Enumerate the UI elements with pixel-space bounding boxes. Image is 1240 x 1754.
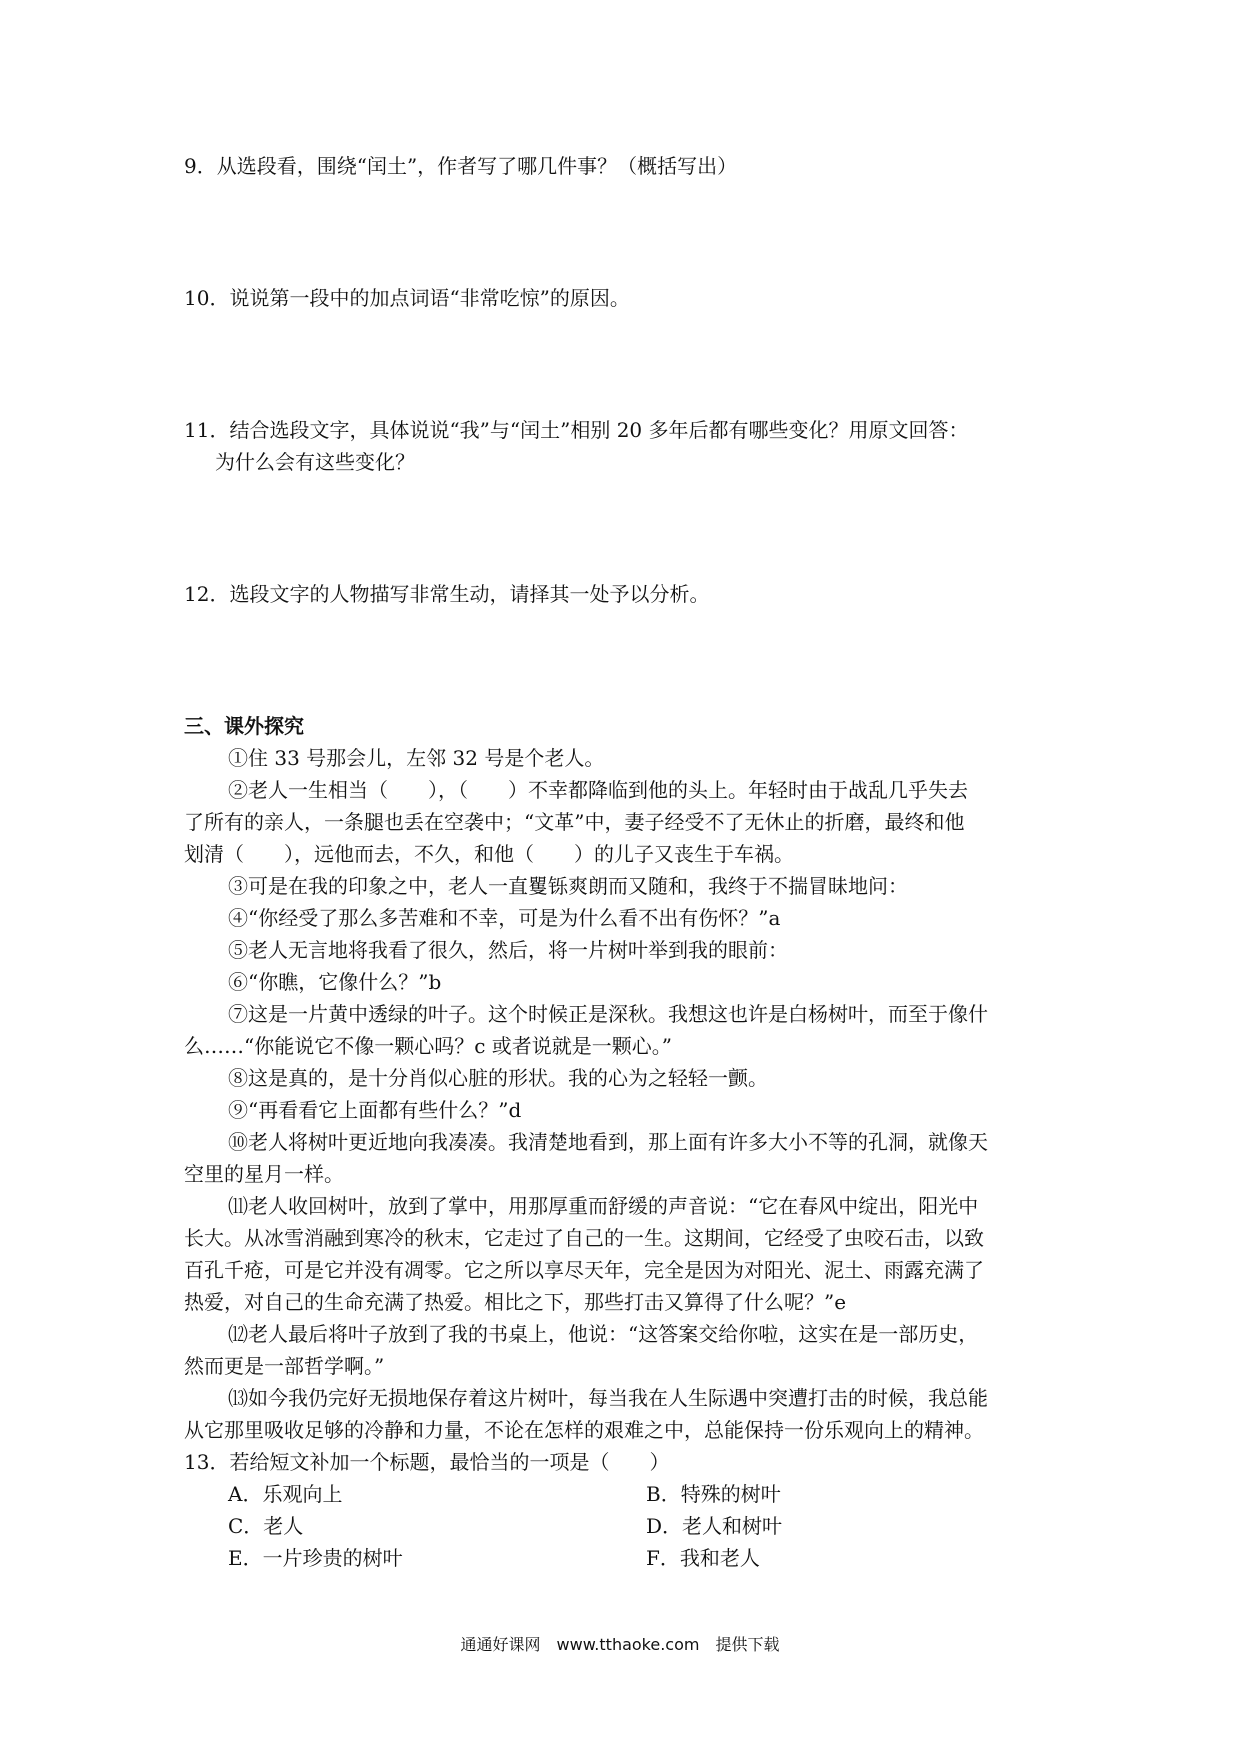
passage-line: ⑤老人无言地将我看了很久，然后，将一片树叶举到我的眼前：: [228, 938, 788, 962]
passage-line: 从它那里吸收足够的冷静和力量，不论在怎样的艰难之中，总能保持一份乐观向上的精神。: [184, 1418, 984, 1442]
option-b: B．特殊的树叶: [646, 1482, 781, 1506]
passage-line: 空里的星月一样。: [184, 1162, 344, 1186]
question-10: 10．说说第一段中的加点词语“非常吃惊”的原因。: [184, 286, 630, 310]
question-13-stem: 13．若给短文补加一个标题，最恰当的一项是（ ）: [184, 1450, 670, 1474]
passage-line: ⒀如今我仍完好无损地保存着这片树叶，每当我在人生际遇中突遭打击的时候，我总能: [228, 1386, 988, 1410]
section-title: 三、课外探究: [184, 714, 304, 738]
passage-line: 划清（ ），远他而去，不久，和他（ ）的儿子又丧生于车祸。: [184, 842, 794, 866]
passage-line: 热爱，对自己的生命充满了热爱。相比之下，那些打击又算得了什么呢？”e: [184, 1290, 847, 1314]
option-e: E．一片珍贵的树叶: [228, 1546, 403, 1570]
question-12: 12．选段文字的人物描写非常生动，请择其一处予以分析。: [184, 582, 710, 606]
passage-line: 了所有的亲人，一条腿也丢在空袭中；“文革”中，妻子经受不了无休止的折磨，最终和他: [184, 810, 965, 834]
passage-line: ②老人一生相当（ ），（ ）不幸都降临到他的头上。年轻时由于战乱几乎失去: [228, 778, 968, 802]
passage-line: ⑧这是真的，是十分肖似心脏的形状。我的心为之轻轻一颤。: [228, 1066, 768, 1090]
question-11-line-1: 11．结合选段文字，具体说说“我”与“闰土”相别 20 多年后都有哪些变化？用原文回答：: [184, 418, 969, 442]
passage-line: 长大。从冰雪消融到寒冷的秋末，它走过了自己的一生。这期间，它经受了虫咬石击，以致: [184, 1226, 984, 1250]
page-footer: 通通好课网 www.tthaoke.com 提供下载: [460, 1635, 780, 1654]
passage-line: 么……“你能说它不像一颗心吗？c 或者说就是一颗心。”: [184, 1034, 673, 1058]
passage-line: ⑦这是一片黄中透绿的叶子。这个时候正是深秋。我想这也许是白杨树叶，而至于像什: [228, 1002, 988, 1026]
question-9: 9．从选段看，围绕“闰土”，作者写了哪几件事？（概括写出）: [184, 154, 738, 178]
option-a: A．乐观向上: [228, 1482, 343, 1506]
passage-line: ⑨“再看看它上面都有些什么？”d: [228, 1098, 522, 1122]
passage-line: ⑾老人收回树叶，放到了掌中，用那厚重而舒缓的声音说：“它在春风中绽出，阳光中: [228, 1194, 979, 1218]
passage-line: ④“你经受了那么多苦难和不幸，可是为什么看不出有伤怀？”a: [228, 906, 781, 930]
option-f: F．我和老人: [646, 1546, 760, 1570]
passage-line: ⑩老人将树叶更近地向我凑凑。我清楚地看到，那上面有许多大小不等的孔洞，就像天: [228, 1130, 988, 1154]
option-c: C．老人: [228, 1514, 304, 1538]
passage-line: 然而更是一部哲学啊。”: [184, 1354, 385, 1378]
question-11-line-2: 为什么会有这些变化？: [215, 450, 415, 474]
passage-line: 百孔千疮，可是它并没有凋零。它之所以享尽天年，完全是因为对阳光、泥土、雨露充满了: [184, 1258, 984, 1282]
option-d: D．老人和树叶: [646, 1514, 783, 1538]
passage-line: ③可是在我的印象之中，老人一直矍铄爽朗而又随和，我终于不揣冒昧地问：: [228, 874, 908, 898]
passage-line: ⑿老人最后将叶子放到了我的书桌上，他说：“这答案交给你啦，这实在是一部历史，: [228, 1322, 979, 1346]
passage-line: ①住 33 号那会儿，左邻 32 号是个老人。: [228, 746, 605, 770]
passage-line: ⑥“你瞧，它像什么？”b: [228, 970, 442, 994]
